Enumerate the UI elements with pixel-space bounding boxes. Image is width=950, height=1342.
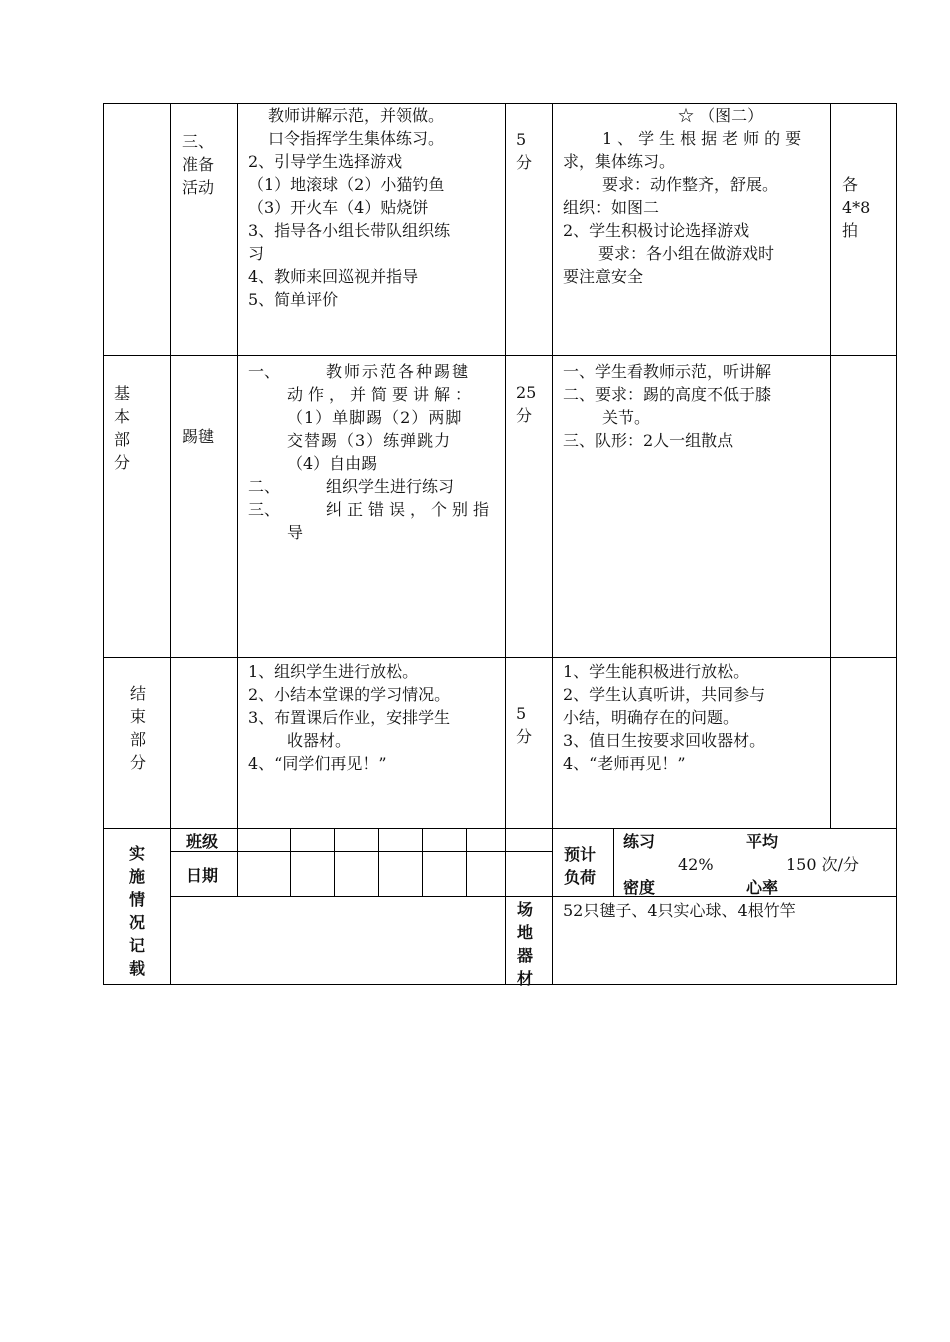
- text-line: 一、学生看教师示范，听讲解: [563, 362, 772, 381]
- heart-label: 心率: [746, 878, 779, 897]
- rule: [466, 828, 467, 897]
- practice-label: 练习: [623, 832, 656, 851]
- rule: [613, 828, 614, 897]
- rule: [103, 103, 104, 985]
- text-line: 要注意安全: [563, 267, 644, 286]
- rule: [170, 896, 897, 897]
- rule: [103, 984, 897, 985]
- text-line: 二、要求：踢的高度不低于膝: [563, 385, 772, 404]
- rule: [505, 103, 506, 985]
- text-line: 收器材。: [287, 731, 352, 750]
- text-line: 2、引导学生选择游戏: [248, 152, 403, 171]
- text-line: 动作，并简要讲解：: [287, 385, 477, 404]
- text-line: （1）地滚球（2）小猫钓鱼: [248, 175, 445, 194]
- rule: [103, 828, 897, 829]
- text-line: 3、值日生按要求回收器材。: [563, 731, 766, 750]
- density-label: 密度: [623, 878, 656, 897]
- text-line: 习: [248, 244, 265, 263]
- rule: [103, 103, 897, 104]
- text-line: 二、: [248, 477, 281, 496]
- rule: [103, 355, 897, 356]
- rule: [103, 657, 897, 658]
- text-line: 关节。: [602, 408, 651, 427]
- text-line: 小结，明确存在的问题。: [563, 708, 740, 727]
- end-part-label: 结 束 部 分: [129, 684, 146, 772]
- date-label: 日期: [186, 866, 219, 885]
- text-line: 三、: [248, 500, 281, 519]
- text-line: 1、组织学生进行放松。: [248, 662, 419, 681]
- text-line: 组织：如图二: [563, 198, 660, 217]
- text-line: 5、简单评价: [248, 290, 339, 309]
- text-line: 4、教师来回巡视并指导: [248, 267, 419, 286]
- rule: [552, 103, 553, 985]
- rule: [896, 103, 897, 985]
- text-line: 口令指挥学生集体练习。: [268, 129, 445, 148]
- text-line: 求，集体练习。: [563, 152, 676, 171]
- text-line: 4、“老师再见！”: [563, 754, 686, 773]
- rule: [378, 828, 379, 897]
- text-line: 2、学生认真听讲，共同参与: [563, 685, 766, 704]
- text-line: 组织学生进行练习: [326, 477, 455, 496]
- text-line: 交替踢（3）练弹跳力: [287, 431, 452, 450]
- text-line: 1、学生能积极进行放松。: [563, 662, 750, 681]
- text-line: 2、学生积极讨论选择游戏: [563, 221, 750, 240]
- text-line: （3）开火车（4）贴烧饼: [248, 198, 429, 217]
- text-line: 要求：动作整齐，舒展。: [602, 175, 779, 194]
- text-line: 4、“同学们再见！”: [248, 754, 387, 773]
- prep-section-label: 三、 准备 活动: [182, 132, 215, 197]
- equipment-label: 场 地 器 材: [516, 900, 533, 988]
- rule: [170, 851, 553, 852]
- text-line: （1）单脚踢（2）两脚: [287, 408, 463, 427]
- rule: [237, 103, 238, 896]
- text-line: 要求：各小组在做游戏时: [598, 244, 775, 263]
- prep-count: 各 4*8 拍: [842, 175, 871, 240]
- rule: [334, 828, 335, 897]
- text-line: 一、: [248, 362, 281, 381]
- prep-time: 5 分: [516, 130, 533, 172]
- record-label: 实 施 情 况 记 载: [128, 844, 145, 978]
- class-label: 班级: [186, 832, 219, 851]
- rule: [290, 828, 291, 897]
- text-line: 导: [287, 523, 304, 542]
- density-value: 42%: [678, 855, 714, 874]
- equipment-value: 52只毽子、4只实心球、4根竹竿: [563, 901, 796, 920]
- text-line: （4）自由踢: [287, 454, 378, 473]
- basic-content: 踢毽: [182, 427, 215, 446]
- text-line: 3、指导各小组长带队组织练: [248, 221, 451, 240]
- end-time: 5 分: [516, 704, 533, 746]
- heart-value: 150 次/分: [786, 855, 860, 874]
- text-line: 教师讲解示范，并领做。: [268, 106, 445, 125]
- text-line: 纠正错误，个别指: [326, 500, 495, 519]
- rule: [170, 103, 171, 985]
- avg-label: 平均: [746, 832, 779, 851]
- text-line: 三、队形：2人一组散点: [563, 431, 734, 450]
- text-line: ☆ （图二）: [678, 106, 764, 125]
- basic-part-label: 基 本 部 分: [113, 384, 130, 472]
- text-line: 教师示范各种踢毽: [326, 362, 471, 381]
- text-line: 2、小结本堂课的学习情况。: [248, 685, 451, 704]
- load-label: 预计 负荷: [564, 845, 597, 887]
- rule: [830, 103, 831, 829]
- text-line: 1、学生根据老师的要: [602, 129, 807, 148]
- rule: [422, 828, 423, 897]
- text-line: 3、布置课后作业，安排学生: [248, 708, 451, 727]
- basic-time: 25 分: [516, 383, 537, 425]
